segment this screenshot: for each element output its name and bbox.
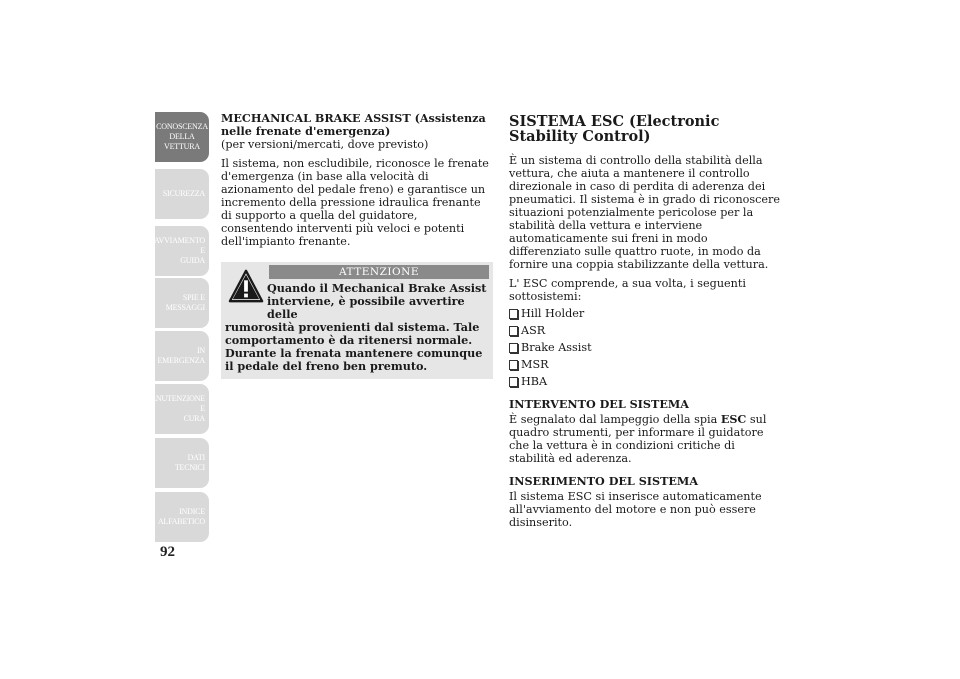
section-title-line: MECHANICAL BRAKE ASSIST (Assistenza — [221, 111, 486, 125]
tab-spie-e-messaggi[interactable] — [155, 278, 209, 328]
esc-indicator-label: ESC — [720, 412, 747, 426]
list-item — [509, 358, 781, 371]
checkbox-square-icon — [509, 360, 518, 370]
list-item-label: HBA — [521, 375, 548, 388]
right-column — [509, 114, 781, 535]
subsystem-list — [509, 307, 781, 388]
warning-triangle-icon — [227, 268, 265, 304]
tab-label: CONOSCENZA DELLA VETTURA — [156, 122, 208, 151]
tab-manutenzione-e-cura[interactable] — [143, 384, 209, 434]
tab-avviamento-e-guida[interactable] — [155, 226, 209, 276]
tab-label: MANUTENZIONE E CURA — [143, 394, 205, 423]
list-item-label: Brake Assist — [521, 341, 592, 354]
tab-indice-alfabetico[interactable] — [155, 492, 209, 542]
tab-conoscenza-della-vettura[interactable] — [155, 112, 209, 162]
warning-text-rest: rumorosità provenienti dal sistema. Tale comportamento è da ritenersi normale. Durante la frenata mantenere comunque il pedale del freno ben premuto. — [225, 320, 483, 373]
inserimento-text: Il sistema ESC si inserisce automaticamente all'avviamento del motore e non può essere disinserito. — [509, 490, 762, 529]
esc-intro: È un sistema di controllo della stabilità della vettura, che aiuta a mantenere il controllo direzionale in caso di perdita di aderenza dei pneumatici. Il sistema è in grado di riconoscere situazioni potenzialmente pericolose per la stabilità della vettura e interviene automaticamente sui freni in modo differenziato sulle quattro ruote, in modo da fornire una coppia stabilizzante della vettura. — [509, 154, 780, 271]
list-item-label: Hill Holder — [521, 307, 585, 320]
list-item-label: ASR — [521, 324, 546, 337]
tab-dati-tecnici[interactable] — [155, 438, 209, 488]
intervento-title: INTERVENTO DEL SISTEMA — [509, 397, 689, 411]
list-item-label: MSR — [521, 358, 549, 371]
warning-text-line: interviene, è possibile avvertire delle — [267, 294, 465, 321]
list-item — [509, 341, 781, 354]
checkbox-square-icon — [509, 309, 518, 319]
warning-box — [221, 262, 493, 379]
inserimento-title: INSERIMENTO DEL SISTEMA — [509, 474, 698, 488]
list-item — [509, 307, 781, 320]
page-number: 92 — [160, 544, 175, 560]
section-title-line: nelle frenate d'emergenza) — [221, 124, 391, 138]
tab-label: DATI TECNICI — [174, 453, 205, 472]
intervento-text — [509, 413, 781, 465]
intervento-text-before: È segnalato dal lampeggio della spia — [509, 413, 721, 426]
body-paragraph: Il sistema, non escludibile, riconosce le frenate d'emergenza (in base alla velocità di azionamento del pedale freno) e garantisce un incremento della pressione idraulica frenante di supporto a quella del guidatore, consentendo interventi più veloci e potenti dell'impianto frenante. — [221, 157, 489, 248]
tab-label: IN EMERGENZA — [157, 346, 205, 365]
tab-label: SPIE E MESSAGGI — [165, 293, 205, 312]
section-subtitle: (per versioni/mercati, dove previsto) — [221, 138, 429, 151]
warning-text-line: Quando il Mechanical Brake Assist — [267, 281, 487, 295]
left-column — [221, 112, 493, 379]
list-item — [509, 375, 781, 388]
tab-label: INDICE ALFABETICO — [157, 507, 205, 526]
section-title — [221, 112, 493, 138]
tab-in-emergenza[interactable] — [155, 331, 209, 381]
warning-title: ATTENZIONE — [269, 265, 489, 279]
esc-heading: SISTEMA ESC (Electronic Stability Control) — [509, 113, 720, 145]
checkbox-square-icon — [509, 326, 518, 336]
checkbox-square-icon — [509, 377, 518, 387]
tab-label: SICUREZZA — [162, 189, 205, 198]
tab-label: AVVIAMENTO E GUIDA — [153, 236, 205, 265]
checkbox-square-icon — [509, 343, 518, 353]
tab-sicurezza[interactable] — [155, 169, 209, 219]
esc-comprises: L' ESC comprende, a sua volta, i seguenti sottosistemi: — [509, 277, 746, 303]
list-item — [509, 324, 781, 337]
intervento-text-after: sul quadro strumenti, per informare il guidatore che la vettura è in condizioni critiche di stabilità ed aderenza. — [509, 413, 767, 465]
